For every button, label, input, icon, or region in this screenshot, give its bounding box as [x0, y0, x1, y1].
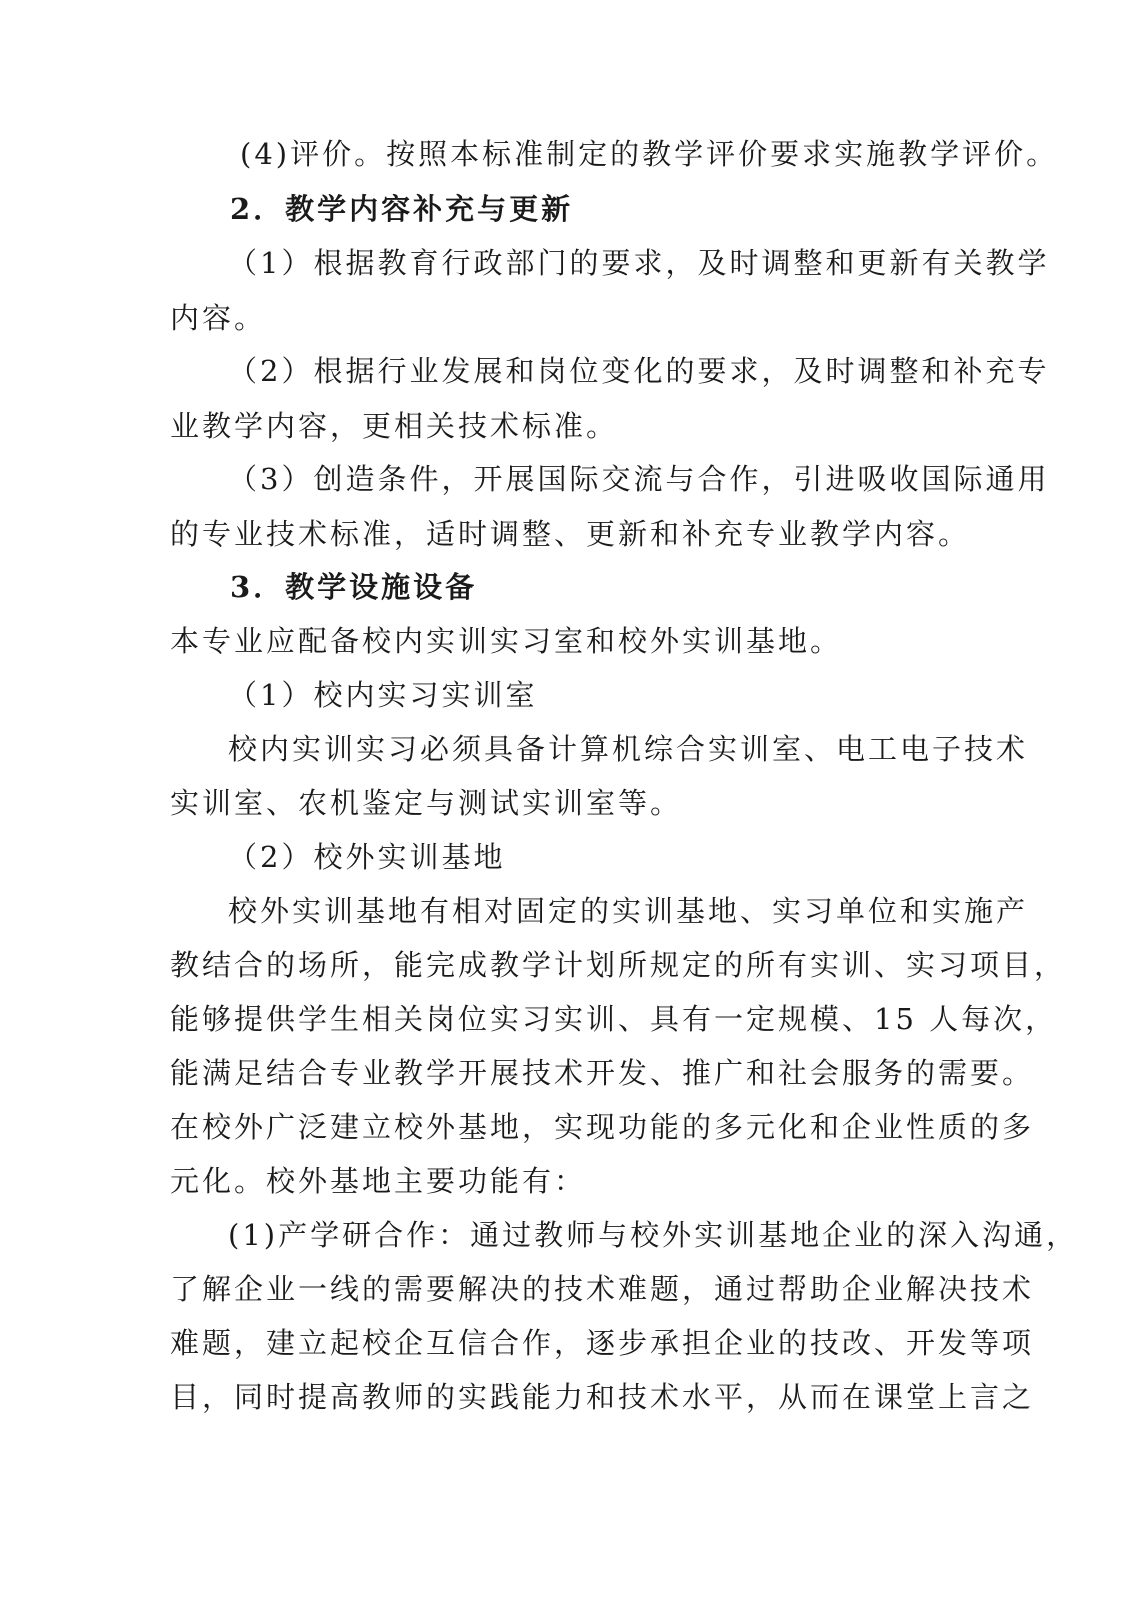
paragraph-internal-lab-line-2: 实训室、农机鉴定与测试实训室等。	[170, 786, 683, 820]
paragraph-cooperation-line-2: 了解企业一线的需要解决的技术难题，通过帮助企业解决技术	[170, 1272, 1035, 1306]
paragraph-external-base-line-5: 在校外广泛建立校外基地，实现功能的多元化和企业性质的多	[170, 1110, 1035, 1144]
paragraph-cooperation-line-3: 难题，建立起校企互信合作，逐步承担企业的技改、开发等项	[170, 1326, 1035, 1360]
paragraph-item-2-3-line-2: 的专业技术标准，适时调整、更新和补充专业教学内容。	[170, 517, 971, 551]
heading-facilities: 3．教学设施设备	[230, 570, 478, 604]
paragraph-evaluation: (4)评价。按照本标准制定的教学评价要求实施教学评价。	[240, 137, 1059, 171]
subheading-internal-lab: （1）校内实习实训室	[228, 678, 538, 712]
paragraph-external-base-line-6: 元化。校外基地主要功能有：	[170, 1164, 587, 1198]
paragraph-cooperation-line-1: (1)产学研合作：通过教师与校外实训基地企业的深入沟通，	[228, 1218, 1079, 1252]
paragraph-external-base-line-2: 教结合的场所，能完成教学计划所规定的所有实训、实习项目，	[170, 948, 1067, 982]
subheading-external-base: （2）校外实训基地	[228, 840, 506, 874]
paragraph-item-2-2-line-2: 业教学内容，更相关技术标准。	[170, 409, 619, 443]
paragraph-item-2-1-line-1: （1）根据教育行政部门的要求，及时调整和更新有关教学	[228, 246, 1050, 280]
paragraph-external-base-line-4: 能满足结合专业教学开展技术开发、推广和社会服务的需要。	[170, 1056, 1035, 1090]
paragraph-internal-lab-line-1: 校内实训实习必须具备计算机综合实训室、电工电子技术	[228, 732, 1029, 766]
heading-content-update: 2．教学内容补充与更新	[230, 192, 574, 226]
paragraph-item-2-1-line-2: 内容。	[170, 301, 267, 335]
paragraph-item-2-2-line-1: （2）根据行业发展和岗位变化的要求，及时调整和补充专	[228, 354, 1050, 388]
paragraph-external-base-line-3: 能够提供学生相关岗位实习实训、具有一定规模、15 人每次，	[170, 1002, 1058, 1036]
paragraph-external-base-line-1: 校外实训基地有相对固定的实训基地、实习单位和实施产	[228, 894, 1029, 928]
paragraph-item-2-3-line-1: （3）创造条件，开展国际交流与合作，引进吸收国际通用	[228, 462, 1050, 496]
paragraph-facilities-intro: 本专业应配备校内实训实习室和校外实训基地。	[170, 624, 843, 658]
paragraph-cooperation-line-4: 目，同时提高教师的实践能力和技术水平，从而在课堂上言之	[170, 1380, 1035, 1414]
